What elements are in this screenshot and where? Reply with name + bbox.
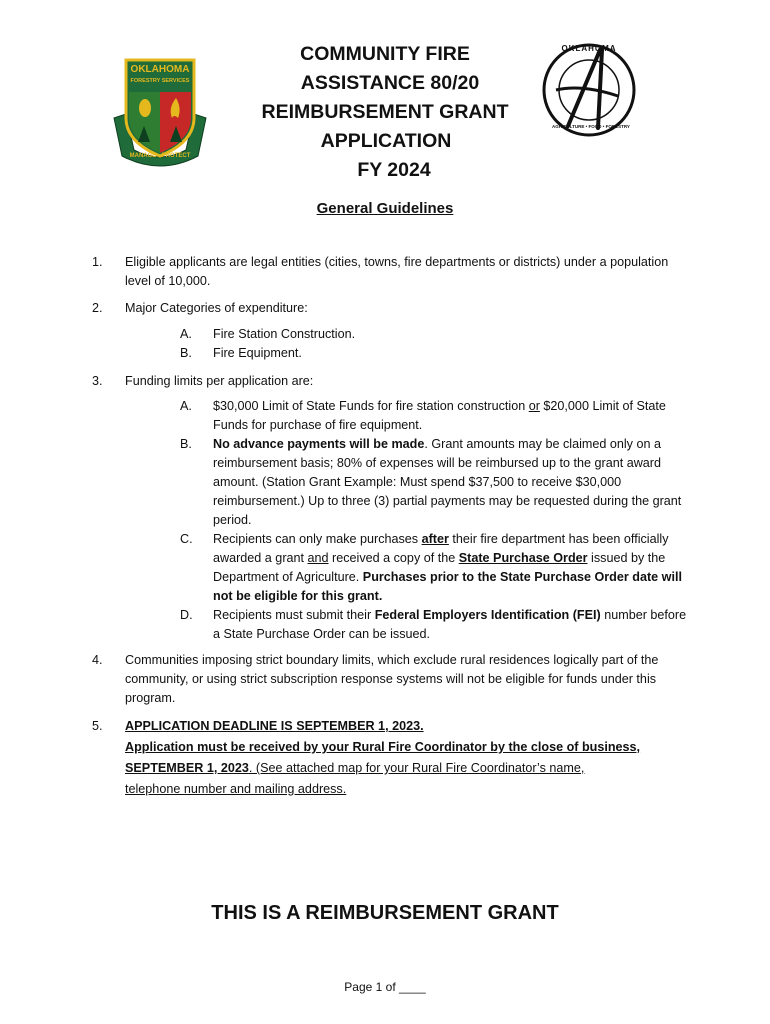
underlined-or: or (528, 399, 540, 413)
text-span: . (See attached map for your Rural Fire Coordinator’s name, (248, 761, 585, 775)
deadline-text (125, 716, 675, 800)
title-line-1: COMMUNITY FIRE (300, 43, 470, 65)
item-text: Major Categories of expenditure: (125, 301, 308, 315)
forestry-logo-motto: MANAGE • PROTECT (129, 153, 191, 159)
sub-text (213, 606, 691, 644)
bold-text: No advance payments will be made (213, 437, 425, 451)
text-span: Recipients must submit their (213, 608, 375, 622)
sub-letter: A. (180, 399, 192, 413)
title-line-5: FY 2024 (357, 159, 431, 181)
document-title (250, 40, 520, 185)
deadline-line-4: telephone number and mailing address. (125, 782, 347, 796)
text-span: . Grant amounts may be claimed only on a reimbursement basis; 80% of expenses will be reimbursed up to the grant award amount. (Station Grant Example: Must spend $37,500 to receive $30,000 reimbursement.) Up to three (3) partial payments may be requested during the grant period. (213, 437, 682, 527)
sub-text (213, 530, 691, 606)
reimbursement-banner: THIS IS A REIMBURSEMENT GRANT (211, 902, 559, 924)
deadline-line-3 (125, 758, 675, 779)
sub-text: Fire Equipment. (213, 346, 302, 360)
bold-text: Purchases prior to the State Purchase Order date will not be eligible for this grant. (213, 570, 682, 603)
item-text: Eligible applicants are legal entities (cities, towns, fire departments or districts) under a population level of 10,000. (125, 255, 669, 288)
state-purchase-order-text: State Purchase Order (458, 551, 588, 565)
text-span: number before a State Purchase Order can be issued. (213, 608, 687, 641)
sub-letter: B. (180, 346, 192, 360)
item-text: Communities imposing strict boundary limits, which exclude rural residences logically part of the community, or using strict subscription response systems will not be eligible for funds under this program. (125, 653, 659, 705)
seal-top-text: OKLAHOMA (561, 44, 617, 53)
text-span: $20,000 Limit of State Funds for purchase of fire equipment. (213, 399, 666, 432)
bold-text: Federal Employers Identification (FEI) (374, 608, 601, 622)
sub-text: Fire Station Construction. (213, 327, 356, 341)
title-line-2: ASSISTANCE 80/20 (300, 72, 480, 94)
item-number: 5. (92, 719, 103, 733)
section-title: General Guidelines (316, 200, 454, 217)
sub-text (213, 397, 691, 435)
deadline-line-1: APPLICATION DEADLINE IS SEPTEMBER 1, 2023. (125, 719, 424, 733)
sub-letter: C. (180, 532, 193, 546)
item-number: 1. (92, 255, 103, 269)
oklahoma-forestry-logo (112, 52, 208, 172)
forestry-logo-title: OKLAHOMA (130, 64, 190, 75)
oklahoma-agriculture-seal (538, 40, 640, 140)
sub-letter: B. (180, 437, 192, 451)
underlined-and: and (307, 551, 329, 565)
forestry-logo-subtitle: FORESTRY SERVICES (130, 78, 190, 84)
sub-letter: D. (180, 608, 193, 622)
text-span: received a copy of the (328, 551, 459, 565)
sub-letter: A. (180, 327, 192, 341)
seal-bottom-text: AGRICULTURE • FOOD • FORESTRY (552, 124, 630, 129)
item-text: Funding limits per application are: (125, 374, 314, 388)
text-span: their fire department has been officially awarded a grant (213, 532, 669, 565)
title-line-4: APPLICATION (320, 130, 452, 152)
item-number: 3. (92, 374, 103, 388)
bold-underlined-after: after (421, 532, 449, 546)
deadline-line-2: Application must be received by your Rural Fire Coordinator by the close of business, (125, 740, 641, 754)
item-number: 4. (92, 653, 103, 667)
sub-text (213, 435, 691, 530)
page-number: Page 1 of ____ (344, 980, 426, 994)
item-number: 2. (92, 301, 103, 315)
deadline-date: SEPTEMBER 1, 2023 (125, 761, 249, 775)
title-line-3: REIMBURSEMENT GRANT (261, 101, 509, 123)
text-span: $30,000 Limit of State Funds for fire station construction (213, 399, 529, 413)
text-span: issued by the Department of Agriculture. (213, 551, 666, 584)
text-span: Recipients can only make purchases (213, 532, 422, 546)
